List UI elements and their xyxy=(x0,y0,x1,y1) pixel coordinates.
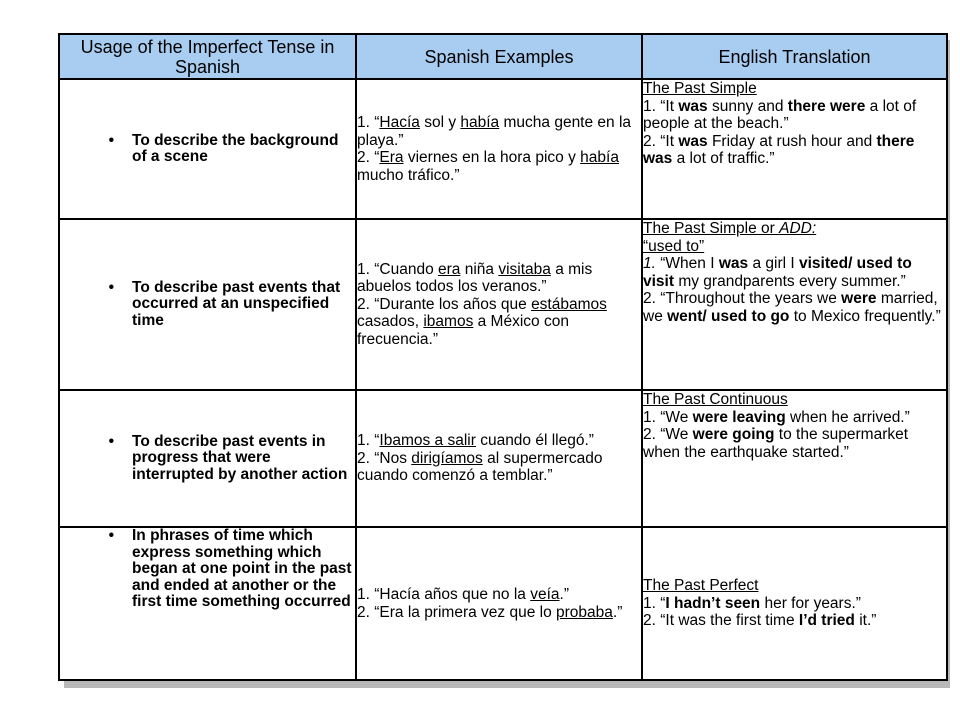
spanish-example-cell xyxy=(356,219,642,390)
tense-name: The Past Simple or ADD: “used to” xyxy=(643,220,817,255)
header-spanish-examples: Spanish Examples xyxy=(356,34,642,79)
tense-name: The Past Simple xyxy=(643,80,757,97)
table-row xyxy=(59,79,947,219)
header-row xyxy=(59,34,947,79)
english-translation-1: 1. “We were leaving when he arrived.” xyxy=(643,408,910,426)
usage-text: In phrases of time which express something which began at one point in the past and ended at another or the first time something occurred xyxy=(132,527,352,610)
english-translation-cell xyxy=(642,527,947,680)
usage-cell xyxy=(59,390,356,527)
spanish-example-1: 1. “Ibamos a salir cuando él llegó.” xyxy=(357,432,594,450)
english-translation-cell xyxy=(642,390,947,527)
bullet: • xyxy=(108,527,114,544)
header-english-translation: English Translation xyxy=(642,34,947,79)
spanish-example-1: 1. “Cuando era niña visitaba a mis abuelos todos los veranos.” xyxy=(357,260,593,296)
bullet: • xyxy=(108,432,114,450)
english-translation-1: 1. “When I was a girl I visited/ used to visit my grandparents every summer.” xyxy=(643,255,912,290)
spanish-example-cell xyxy=(356,390,642,527)
spanish-example-1: 1. “Hacía sol y había mucha gente en la playa.” xyxy=(357,114,632,149)
english-translation-2: 2. “Throughout the years we were married, we went/ used to go to Mexico frequently.” xyxy=(643,290,941,325)
table-row xyxy=(59,219,947,390)
bullet: • xyxy=(108,131,114,149)
english-translation-2: 2. “It was the first time I’d tried it.” xyxy=(643,612,877,630)
table-row xyxy=(59,527,947,680)
english-translation-1: 1. “I hadn’t seen her for years.” xyxy=(643,594,861,612)
usage-cell xyxy=(59,79,356,219)
usage-text: To describe past events that occurred at an unspecified time xyxy=(132,278,341,329)
spanish-example-cell xyxy=(356,527,642,680)
usage-cell xyxy=(59,527,356,680)
tense-name: The Past Perfect xyxy=(643,577,759,595)
usage-cell xyxy=(59,219,356,390)
spanish-example-1: 1. “Hacía años que no la veía.” xyxy=(357,586,569,603)
english-translation-cell xyxy=(642,79,947,219)
spanish-example-2: 2. “Nos dirigíamos al supermercado cuando comenzó a temblar.” xyxy=(357,449,603,485)
spanish-example-2: 2. “Era viernes en la hora pico y había mucho tráfico.” xyxy=(357,149,619,184)
english-translation-2: 2. “We were going to the supermarket when the earthquake started.” xyxy=(643,426,909,461)
usage-text: To describe the background of a scene xyxy=(132,131,339,165)
table-row xyxy=(59,390,947,527)
header-usage: Usage of the Imperfect Tense in Spanish xyxy=(59,34,356,79)
english-translation-2: 2. “It was Friday at rush hour and there was a lot of traffic.” xyxy=(643,132,915,167)
bullet: • xyxy=(108,278,114,296)
spanish-example-2: 2. “Era la primera vez que lo probaba.” xyxy=(357,603,623,621)
spanish-example-cell xyxy=(356,79,642,219)
english-translation-1: 1. “It was sunny and there were a lot of people at the beach.” xyxy=(643,97,917,132)
english-translation-cell xyxy=(642,219,947,390)
spanish-example-2: 2. “Durante los años que estábamos casados, ibamos a México con frecuencia.” xyxy=(357,295,607,348)
usage-text: To describe past events in progress that were interrupted by another action xyxy=(132,432,348,483)
tense-name: The Past Continuous xyxy=(643,391,788,408)
imperfect-tense-table xyxy=(58,33,948,681)
